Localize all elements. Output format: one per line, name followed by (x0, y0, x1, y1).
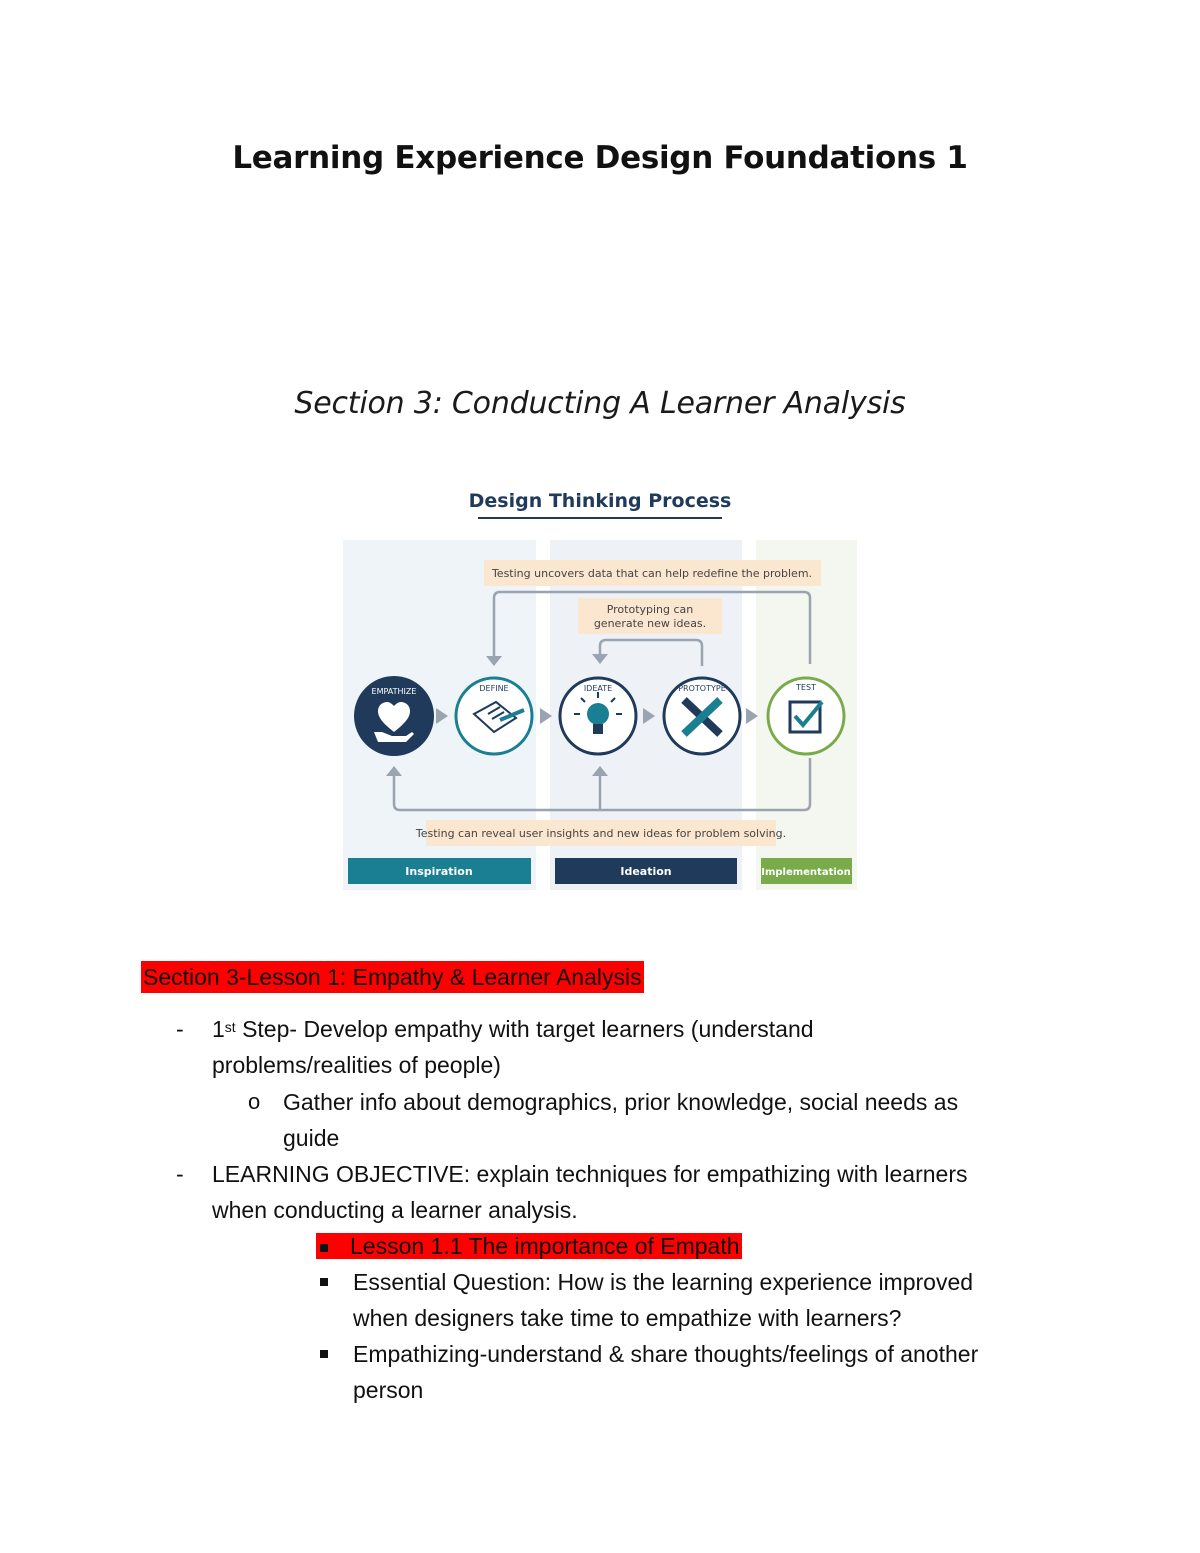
implementation-label: Implementation (761, 867, 851, 878)
ideation-label: Ideation (620, 865, 672, 878)
essential-line-1: Essential Question: How is the learning experience improved (353, 1269, 974, 1295)
definition-line-1: Empathizing-understand & share thoughts/feelings of another (353, 1341, 979, 1367)
sub-bullet-line-1: Gather info about demographics, prior knowledge, social needs as (283, 1089, 959, 1115)
sub-lesson-highlight (316, 1233, 742, 1259)
ideate-stage (560, 678, 636, 754)
lesson-heading: Section 3-Lesson 1: Empathy & Learner Analysis (141, 961, 644, 993)
test-stage (768, 678, 844, 754)
section-title: Section 3: Conducting A Learner Analysis (294, 386, 906, 421)
step-line-2: problems/realities of people) (212, 1052, 501, 1078)
prototype-stage (664, 678, 740, 754)
square-bullet (320, 1350, 328, 1358)
dash-bullet: - (176, 1016, 184, 1042)
objective-line-1: LEARNING OBJECTIVE: explain techniques for empathizing with learners (212, 1161, 968, 1187)
square-bullet (320, 1244, 328, 1252)
diagram-heading: Design Thinking Process (468, 490, 732, 512)
empathize-stage (354, 676, 434, 756)
step-line-1: 1st Step- Develop empathy with target learners (understand (212, 1016, 814, 1042)
middle-note-text-1: Prototyping can (606, 603, 694, 616)
empathize-label: EMPATHIZE (371, 687, 417, 696)
prototype-label: PROTOTYPE (678, 684, 726, 693)
define-stage (456, 678, 532, 754)
define-label: DEFINE (479, 684, 509, 693)
design-thinking-diagram (340, 478, 860, 898)
ideate-label: IDEATE (583, 684, 613, 693)
sub-lesson-row (316, 1228, 742, 1264)
diagram-canvas (340, 478, 860, 898)
inspiration-label: Inspiration (405, 865, 473, 878)
document-title: Learning Experience Design Foundations 1 (232, 140, 968, 176)
dash-bullet: - (176, 1161, 184, 1187)
top-note-text: Testing uncovers data that can help redefine the problem. (491, 567, 813, 580)
objective-line-2: when conducting a learner analysis. (212, 1197, 578, 1223)
bottom-note-text: Testing can reveal user insights and new ideas for problem solving. (415, 827, 787, 840)
circle-bullet: o (248, 1089, 261, 1114)
definition-line-2: person (353, 1377, 424, 1403)
test-label: TEST (796, 683, 816, 692)
middle-note-text-2: generate new ideas. (593, 617, 707, 630)
square-bullet (320, 1278, 328, 1286)
sub-bullet-line-2: guide (283, 1125, 340, 1151)
sub-lesson-title: Lesson 1.1 The importance of Empath (350, 1233, 740, 1259)
essential-line-2: when designers take time to empathize with learners? (353, 1305, 902, 1331)
